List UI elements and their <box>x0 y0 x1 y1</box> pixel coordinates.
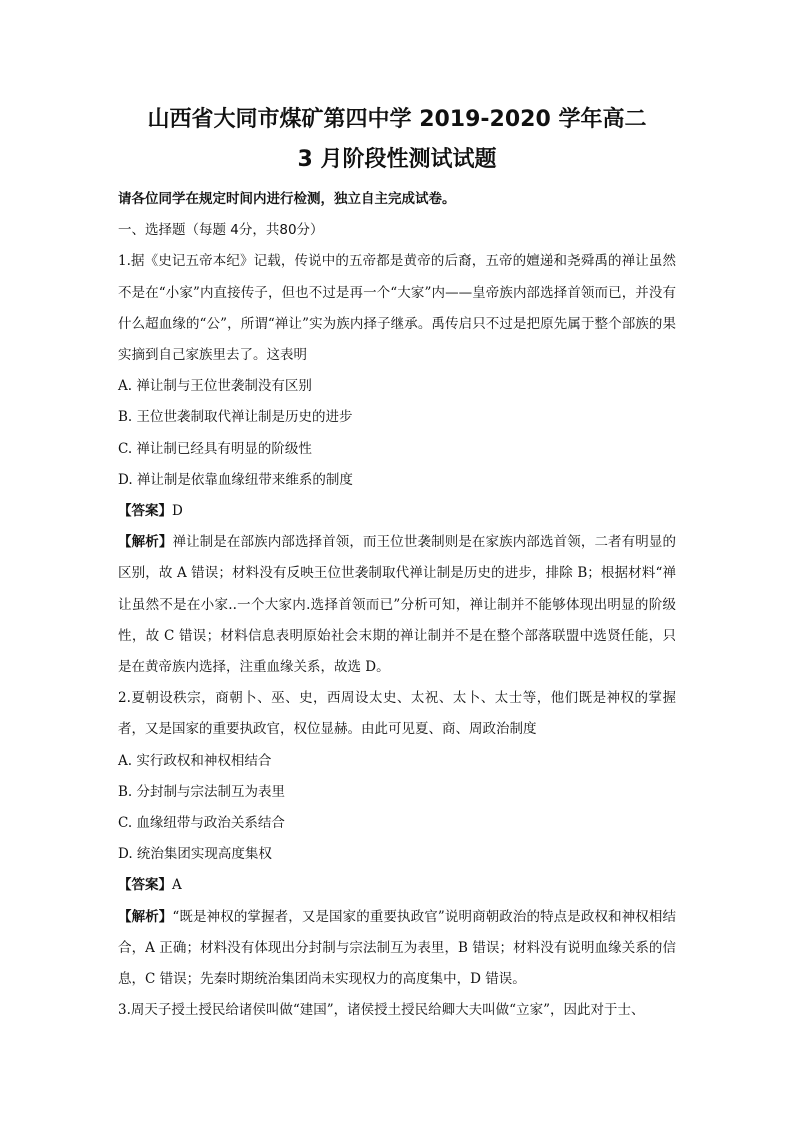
question-1-option-c: C. 禅让制已经具有明显的阶级性 <box>118 440 312 457</box>
question-3-stem: 3.周天子授土授民给诸侯叫做“建国”，诸侯授土授民给卿大夫叫做“立家”，因此对于士、 <box>118 1002 645 1019</box>
answer-label: 【答案】 <box>118 877 172 894</box>
instruction: 请各位同学在规定时间内进行检测，独立自主完成试卷。 <box>118 191 456 207</box>
document-body <box>118 184 676 1026</box>
section-heading: 一、选择题（每题 4分，共80分） <box>118 222 324 239</box>
answer-value: D <box>172 503 183 520</box>
question-1-stem: 1.据《史记五帝本纪》记载，传说中的五帝都是黄帝的后裔，五帝的嬗递和尧舜禹的禅让虽然不是在“小家”内直接传子，但也不过是再一个“大家”内——皇帝族内部选择首领而已，并没有什么超血缘的“公”，所谓“禅让”实为族内择子继承。禹传启只不过是把原先属于整个部族的果实摘到自己家族里去了。这表明 <box>118 253 676 364</box>
analysis-text: “既是神权的掌握者，又是国家的重要执政官”说明商朝政治的特点是政权和神权相结合，A 正确；材料没有体现出分封制与宗法制互为表里，B 错误；材料没有说明血缘关系的信息，C 错误；先秦时期统治集团尚未实现权力的高度集中，D 错误。 <box>118 908 677 988</box>
analysis-text: 禅让制是在部族内部选择首领，而王位世袭制则是在家族内部选首领，二者有明显的区别，故 A 错误；材料没有反映王位世袭制取代禅让制是历史的进步，排除 B；根据材料“禅让虽然不是在小家..一个大家内.选择首领而已”分析可知，禅让制并不能够体现出明显的阶级性，故 C 错误；材料信息表明原始社会末期的禅让制并不是在整个部落联盟中选贤任能，只是在黄帝族内选择，注重血缘关系，故选 D。 <box>118 534 677 676</box>
title-line-2: 3 月阶段性测试试题 <box>297 147 497 172</box>
question-1-option-b: B. 王位世袭制取代禅让制是历史的进步 <box>118 409 353 426</box>
question-1-option-d: D. 禅让制是依靠血缘纽带来维系的制度 <box>118 471 353 488</box>
title-line-1: 山西省大同市煤矿第四中学 2019-2020 学年高二 <box>147 107 647 132</box>
question-1-answer <box>118 496 676 527</box>
question-2-option-c: C. 血缘纽带与政治关系结合 <box>118 815 285 832</box>
analysis-label: 【解析】 <box>118 908 173 925</box>
question-2-option-a: A. 实行政权和神权相结合 <box>118 752 272 769</box>
question-2-stem: 2.夏朝设秩宗，商朝卜、巫、史，西周设太史、太祝、太卜、太士等，他们既是神权的掌握者，又是国家的重要执政官，权位显赫。由此可见夏、商、周政治制度 <box>118 690 676 738</box>
question-2-answer <box>118 870 676 901</box>
question-1-option-a: A. 禅让制与王位世袭制没有区别 <box>118 378 312 395</box>
analysis-label: 【解析】 <box>118 534 173 551</box>
question-2-option-b: B. 分封制与宗法制互为表里 <box>118 783 286 800</box>
answer-label: 【答案】 <box>118 503 172 520</box>
question-2-analysis <box>118 902 676 996</box>
answer-value: A <box>172 877 182 894</box>
question-1-analysis <box>118 527 676 683</box>
question-2-option-d: D. 统治集团实现高度集权 <box>118 846 272 863</box>
